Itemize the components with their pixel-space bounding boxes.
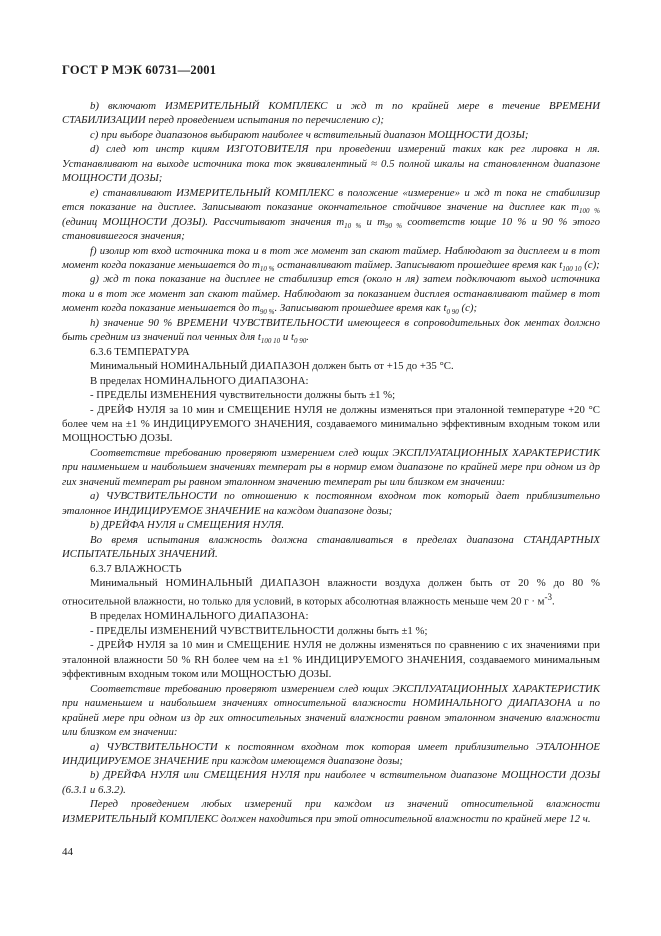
- paragraph: Перед проведением любых измерений при каждом из значений относительной влажности ИЗМЕРИТЕЛЬНЫЙ КОМПЛЕКС должен находиться при этой относительной влажности по крайней мере 12 ч.: [62, 798, 600, 825]
- paragraph: 6.3.7 ВЛАЖНОСТЬ: [90, 562, 182, 575]
- paragraph: Соответствие требованию проверяют измерением след ющих ЭКСПЛУАТАЦИОННЫХ ХАРАКТЕРИСТИК при наименьшем и наибольшем значениях относительной влажности НОМИНАЛЬНОГО ДИАПАЗОНА и по крайней мере при одном из др гих относительных значений влажности равном эталонном значению влажности или близком ем значении:: [62, 682, 600, 739]
- paragraph: h) значение 90 % ВРЕМЕНИ ЧУВСТВИТЕЛЬНОСТИ имеющееся в сопроводительных док ментах должно быть средним из значений пол ченных для $t_{100 10}$ и $t_{0 90}$.: [62, 316, 600, 346]
- paragraph: - ДРЕЙФ НУЛЯ за 10 мин и СМЕЩЕНИЕ НУЛЯ не должны изменяться по сравнению с их значениями при эталонной влажности 50 % RH более чем на ±1 % ИНДИЦИРУЕМОГО ЗНАЧЕНИЯ, создаваемого минимальным эффективным входным током или МОЩНОСТЬЮ ДОЗЫ.: [62, 639, 600, 681]
- paragraph: Во время испытания влажность должна станавливаться в пределах диапазона СТАНДАРТНЫХ ИСПЫТАТЕЛЬНЫХ ЗНАЧЕНИЙ.: [62, 533, 600, 561]
- document-header: ГОСТ Р МЭК 60731—2001: [62, 63, 217, 77]
- paragraph: Соответствие требованию проверяют измерением след ющих ЭКСПЛУАТАЦИОННЫХ ХАРАКТЕРИСТИК при наименьшем и наибольшем значениях температ ры в нормир емом диапазоне по крайней мере при одном из др гих значений температ ры равном эталонном значению температ ры или близком ем значении:: [62, 446, 600, 488]
- paragraph: a) ЧУВСТВИТЕЛЬНОСТИ по отношению к постоянном входном ток который дает приблизительно эталонное ИНДИЦИРУЕМОЕ ЗНАЧЕНИЕ на каждом диапазоне дозы;: [62, 490, 600, 517]
- paragraph: b) ДРЕЙФА НУЛЯ и СМЕЩЕНИЯ НУЛЯ.: [90, 519, 285, 532]
- paragraph: d) след ют инстр кциям ИЗГОТОВИТЕЛЯ при проведении измерений таких как рег лировка н ля. Устанавливают на выходе источника тока ток эквивалентный ≈ 0.5 полной шкалы на становленном диапазоне МОЩНОСТИ ДОЗЫ;: [62, 143, 600, 185]
- paragraph: В пределах НОМИНАЛЬНОГО ДИАПАЗОНА:: [90, 374, 309, 387]
- paragraph: - ПРЕДЕЛЫ ИЗМЕНЕНИЙ ЧУВСТВИТЕЛЬНОСТИ должны быть ±1 %;: [90, 624, 428, 637]
- paragraph: - ПРЕДЕЛЫ ИЗМЕНЕНИЯ чувствительности должны быть ±1 %;: [90, 389, 396, 402]
- page-number: 44: [62, 846, 73, 858]
- paragraph: 6.3.6 ТЕМПЕРАТУРА: [90, 345, 190, 358]
- paragraph: b) включают ИЗМЕРИТЕЛЬНЫЙ КОМПЛЕКС и жд т по крайней мере в течение ВРЕМЕНИ СТАБИЛИЗАЦИИ перед проведением испытания по перечислению с);: [62, 100, 600, 127]
- paragraph: f) изолир ют вход источника тока и в тот же момент зап скают таймер. Наблюдают за дисплеем и в тот момент когда показание меньшается до $m_{10 \%}$ останавливают таймер. Записывают прошедшее время как $t_{100 10}$ (с);: [62, 244, 600, 274]
- paragraph: e) станавливают ИЗМЕРИТЕЛЬНЫЙ КОМПЛЕКС в положение «измерение» и жд т пока не стабилизир ется показание на дисплее. Записывают показание окончательное стойчивое значение на дисплее как $m_{100 \%}$ (единиц МОЩНОСТИ ДОЗЫ). Рассчитывают значения $m_{10 \%}$ и $m_{90 \%}$ соответств ющие 10 % и 90 % этого становившегося значения;: [62, 186, 600, 243]
- paragraph: Минимальный НОМИНАЛЬНЫЙ ДИАПАЗОН влажности воздуха должен быть от 20 % до 80 % относительной влажности, но только для условий, в которых абсолютная влажность меньше чем 20 $г \cdot м^{-3}$.: [62, 576, 600, 608]
- paragraph: c) при выборе диапазонов выбирают наиболее ч вствительный диапазон МОЩНОСТИ ДОЗЫ;: [90, 128, 529, 141]
- paragraph: g) жд т пока показание на дисплее не стабилизир ется (около н ля) затем подключают выход источника тока и в тот же момент зап скают таймер. Наблюдают за показанием дисплея останавливают таймер в тот момент когда показание меньшается до $m_{90 \%}$. Записывают прошедшее время как $t_{0 90}$ (с);: [62, 273, 600, 317]
- paragraph: Минимальный НОМИНАЛЬНЫЙ ДИАПАЗОН должен быть от +15 до +35 °С.: [90, 360, 454, 373]
- paragraph: В пределах НОМИНАЛЬНОГО ДИАПАЗОНА:: [90, 610, 309, 623]
- paragraph: b) ДРЕЙФА НУЛЯ или СМЕЩЕНИЯ НУЛЯ при наиболее ч вствительном диапазоне МОЩНОСТИ ДОЗЫ (6.3.1 и 6.3.2).: [62, 769, 600, 796]
- document-body: [62, 99, 600, 826]
- paragraph: - ДРЕЙФ НУЛЯ за 10 мин и СМЕЩЕНИЕ НУЛЯ не должны изменяться при эталонной температуре +20 °С более чем на ±1 % ИНДИЦИРУЕМОГО ЗНАЧЕНИЯ, создаваемого минимально эффективным входным током или МОЩНОСТЬЮ ДОЗЫ.: [62, 403, 600, 445]
- paragraph: a) ЧУВСТВИТЕЛЬНОСТИ к постоянном входном ток которая имеет приблизительно ЭТАЛОННОЕ ИНДИЦИРУЕМОЕ ЗНАЧЕНИЕ при каждом имеющемся диапазоне дозы;: [62, 740, 600, 767]
